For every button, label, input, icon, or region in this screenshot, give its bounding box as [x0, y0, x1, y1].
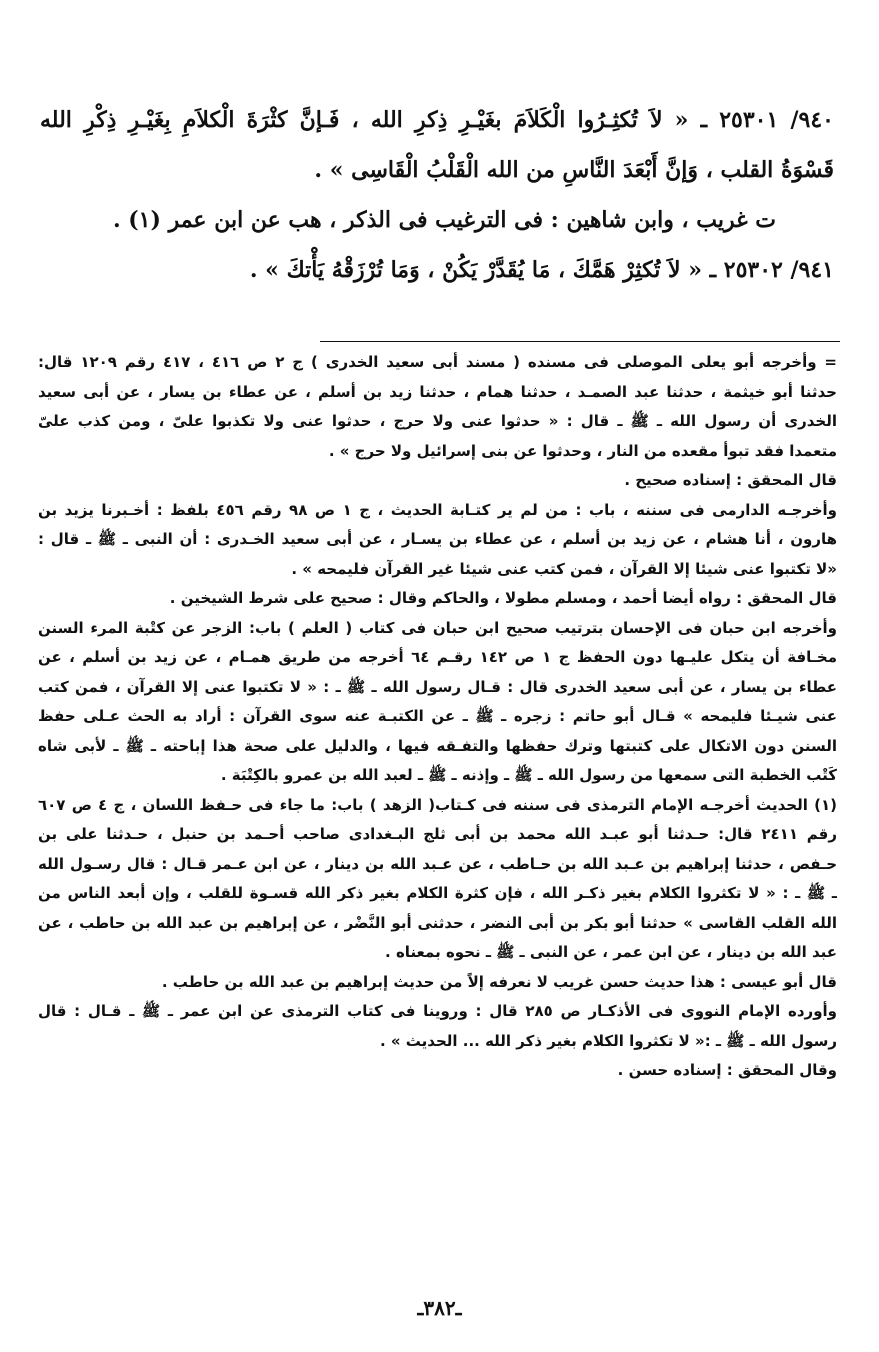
footnote-line: حدثنا أبو خيثمة ، حدثنا عبد الصمـد ، حدثنا همام ، حدثنا زيد بن أسلم ، عن عطاء بن يسار ، عن أبى سعيد — [38, 382, 837, 401]
footnote-1-line: حـفص ، حدثنا إبراهيم بن عـبد الله بن حـاطب ، عن عـبد الله بن دينار ، عن ابن عـمر قـال : قال رسـول الله — [38, 854, 837, 873]
footnote-line: = وأخرجه أبو يعلى الموصلى فى مسنده ( مسند أبى سعيد الخدرى ) ج ٢ ص ٤١٦ ، ٤١٧ رقم ١٢٠٩ قال: — [38, 353, 837, 371]
footnote-1-line: (١) الحديث أخرجـه الإمام الترمذى فى سننه فى كـتاب( الزهد ) باب: ما جاء فى حـفظ اللسان ، ج ٤ ص ٦٠٧ — [38, 795, 837, 814]
hadith-940-line-1: ٩٤٠/ ٢٥٣٠١ ـ « لاَ تُكثِـرُوا الْكَلاَمَ بغَيْـرِ ذِكرِ الله ، فَـإنَّ كثْرَةَ الْكلاَمِ بِغَيْـرِ ذِكْرِ الله — [40, 107, 834, 133]
footnote-line: قال المحقق : إسناده صحيح . — [624, 471, 837, 489]
footnote-1-line: رقم ٢٤١١ قال: حـدثنا أبو عبـد الله محمد بن أبى ثلج البـغدادى صاحب أحـمد بن حنبل ، حـدثنا على بن — [38, 825, 837, 843]
footnote-1-line: وأورده الإمام النووى فى الأذكـار ص ٢٨٥ قال : وروينا فى كتاب الترمذى عن ابن عمر ـ ﷺ ـ قـال : قال — [38, 1002, 837, 1020]
footnote-line: متعمدا فقد تبوأ مقعده من النار ، وحدثوا عن بنى إسرائيل ولا حرج » . — [328, 441, 837, 460]
footnote-line: «لا تكتبوا عنى شيئا إلا القرآن ، فمن كتب عنى شيئا غير القرآن فليمحه » . — [291, 559, 837, 578]
footnote-1-line: عبد الله بن دينار ، عن ابن عمر ، عن النبى ـ ﷺ ـ نحوه بمعناه . — [385, 943, 837, 961]
footnote-1-line: رسول الله ـ ﷺ ـ :« لا تكثروا الكلام بغير ذكر الله ... الحديث » . — [379, 1031, 837, 1050]
footnote-line: قال المحقق : رواه أيضا أحمد ، ومسلم مطولا ، والحاكم وقال : صحيح على شرط الشيخين . — [169, 589, 837, 607]
footnote-line: وأخرجـه الدارمى فى سننه ، باب : من لم ير كتـابة الحديث ، ج ١ ص ٩٨ رقم ٤٥٦ بلفظ : أخـبرنا يزيد بن — [38, 500, 837, 519]
footnote-1-line: قال أبو عيسى : هذا حديث حسن غريب لا نعرفه إلاً من حديث إبراهيم بن عبد الله بن حاطب . — [161, 972, 837, 991]
footnote-line: مخـافة أن يتكل عليـها دون الحفظ ج ١ ص ١٤٢ رقـم ٦٤ أخرجه من طريق همـام ، عن زيد بن أسلم ، عن — [38, 648, 837, 666]
footnote-line: السنن دون الاتكال على كتبتها وترك حفظها والتفـقه فيها ، والدليل على صحة هذا إباحته ـ ﷺ ـ لأبى شاه — [38, 736, 837, 755]
footnote-1-line: الله القلب القاسى » حدثنا أبو بكر بن أبى النضر ، حدثنى أبو النَّضْر ، عن إبراهيم بن عبد الله بن حاطب ، عن — [38, 913, 837, 932]
footnote-1-line: وقال المحقق : إسناده حسن . — [617, 1061, 837, 1079]
footnote-line: عنى شيـئا فليمحه » قـال أبو حاتم : زجره ـ ﷺ ـ عن الكتبـة عنه سوى القرآن : أراد به الحث عـلى حفظ — [38, 707, 837, 725]
footnote-1-line: ـ ﷺ ـ : « لا تكثروا الكلام بغير ذكـر الله ، فإن كثرة الكلام بغير ذكر الله قسـوة للقلب ، وإن أبعد الناس من — [38, 884, 837, 902]
footnote-line: عطاء بن يسار ، عن أبى سعيد الخدرى قال : قـال رسول الله ـ ﷺ ـ : « لا تكتبوا عنى إلا القرآن ، فمن كتب — [38, 677, 837, 696]
main-text — [40, 95, 834, 295]
footnote-line: كَتْب الخطبة التى سمعها من رسول الله ـ ﷺ ـ وإذنه ـ ﷺ ـ لعبد الله بن عمرو بالكِتْبَة . — [220, 766, 837, 784]
hadith-940-source: ت غريب ، وابن شاهين : فى الترغيب فى الذكر ، هب عن ابن عمر (١) . — [112, 207, 776, 233]
hadith-941-line-1: ٩٤١/ ٢٥٣٠٢ ـ « لاَ تُكثِرْ هَمَّكَ ، مَا يُقَدَّرْ يَكُنْ ، وَمَا تُرْزَقْهُ يَأْتكَ » . — [249, 257, 834, 283]
hadith-940-line-2: قَسْوَةُ القلب ، وَإنَّ أَبْعَدَ النَّاسِ من الله الْقَلْبُ الْقَاسِى » . — [314, 157, 834, 183]
footnote-line: الخدرى أن رسول الله ـ ﷺ ـ قال : « حدثوا عنى ولا حرج ، حدثوا عنى ولا تكذبوا علىّ ، ومن كذب علىّ — [38, 412, 837, 430]
footnote-divider — [320, 341, 840, 342]
page-number: ـ٣٨٢ـ — [417, 1296, 462, 1320]
footnote-line: هارون ، أنا هشام ، عن زيد بن أسلم ، عن عطاء بن يسـار ، عن أبى سعيد الخـدرى : أن النبى ـ ﷺ ـ قال : — [38, 530, 837, 548]
footnotes — [38, 348, 837, 1086]
footnote-line: وأخرجه ابن حبان فى الإحسان بترتيب صحيح ابن حبان فى كتاب ( العلم ) باب: الزجر عن كتْبة المرء السنن — [38, 618, 837, 637]
